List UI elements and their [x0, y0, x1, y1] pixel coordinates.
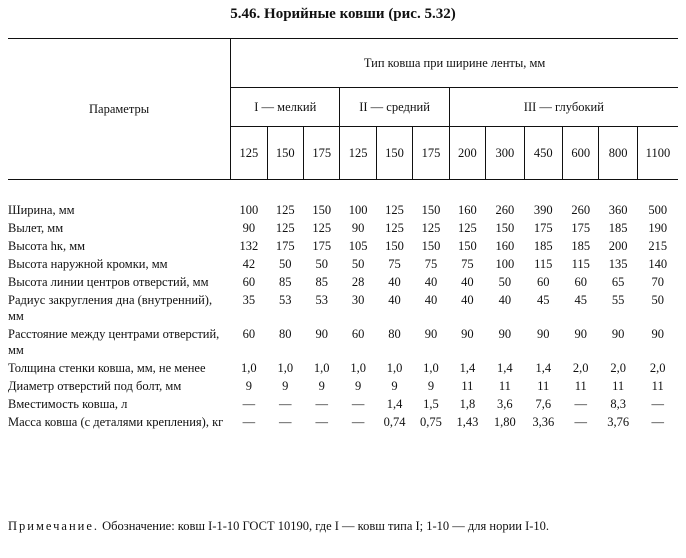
- row-label: Высота hк, мм: [8, 239, 86, 253]
- table-cell: 150: [312, 203, 332, 217]
- table-cell: 125: [385, 221, 404, 235]
- table-cell: —: [351, 415, 365, 429]
- table-cell: 160: [458, 203, 477, 217]
- table-cell: 90: [315, 327, 328, 341]
- table-row: [8, 238, 678, 256]
- table-cell: 175: [275, 239, 295, 253]
- table-cell: —: [242, 397, 256, 411]
- table-cell: 1,0: [386, 361, 403, 375]
- width-header: 150: [376, 127, 412, 180]
- table-cell: 11: [612, 379, 625, 393]
- table-cell: 90: [537, 327, 550, 341]
- table-cell: 50: [315, 257, 328, 271]
- row-label: Радиус закругления дна (внутренний), мм: [8, 293, 213, 323]
- table-row: [8, 396, 678, 414]
- table-cell: 150: [385, 239, 404, 253]
- table-cell: 60: [351, 327, 365, 341]
- width-header: 1100: [637, 127, 678, 180]
- table-cell: 53: [315, 293, 328, 307]
- table-cell: 40: [388, 275, 401, 289]
- table-cell: 50: [498, 275, 512, 289]
- table-cell: 85: [279, 275, 292, 289]
- table-cell: 175: [533, 221, 553, 235]
- table-cell: —: [651, 415, 664, 429]
- table-cell: 150: [458, 239, 477, 253]
- table-cell: 185: [571, 239, 591, 253]
- table-row: [8, 326, 678, 360]
- table-cell: 135: [608, 257, 628, 271]
- width-header: 600: [563, 127, 599, 180]
- table-cell: 40: [498, 293, 512, 307]
- table-cell: 125: [275, 203, 295, 217]
- table-cell: 9: [318, 379, 325, 393]
- row-label: Высота наружной кромки, мм: [8, 257, 168, 271]
- note: [8, 518, 678, 534]
- table-cell: 1,4: [459, 361, 476, 375]
- group-header: I — мелкий: [231, 88, 340, 127]
- row-label: Вместимость ковша, л: [8, 397, 128, 411]
- type-header: Тип ковша при ширине ленты, мм: [231, 39, 678, 88]
- table-cell: 185: [608, 221, 628, 235]
- table-cell: 132: [239, 239, 259, 253]
- row-label: Толщина стенки ковша, мм, не менее: [8, 361, 206, 375]
- width-header: 175: [413, 127, 449, 180]
- table-cell: 90: [651, 327, 664, 341]
- row-label: Ширина, мм: [8, 203, 75, 217]
- table-cell: 75: [388, 257, 401, 271]
- table-cell: 40: [461, 275, 474, 289]
- table-cell: 65: [611, 275, 625, 289]
- table-cell: 175: [312, 239, 332, 253]
- row-label: Диаметр отверстий под болт, мм: [8, 379, 182, 393]
- table-cell: 360: [608, 203, 628, 217]
- table-row: [8, 220, 678, 238]
- table-cell: 11: [574, 379, 587, 393]
- table-cell: 28: [351, 275, 365, 289]
- table-cell: 125: [312, 221, 332, 235]
- table-row: [8, 274, 678, 292]
- table-cell: 60: [242, 275, 256, 289]
- table-cell: 40: [424, 293, 438, 307]
- table-cell: 125: [421, 221, 441, 235]
- table-cell: 215: [648, 239, 668, 253]
- table-cell: 1,0: [313, 361, 330, 375]
- width-header: 125: [340, 127, 376, 180]
- table-cell: 11: [461, 379, 474, 393]
- table-cell: 8,3: [610, 397, 626, 411]
- table-row: [8, 414, 678, 432]
- table-cell: 90: [611, 327, 625, 341]
- table-body: [8, 180, 678, 433]
- width-header: 125: [231, 127, 267, 180]
- table-cell: 80: [279, 327, 292, 341]
- table-cell: 3,76: [607, 415, 630, 429]
- table-cell: 390: [533, 203, 553, 217]
- table-cell: 1,43: [456, 415, 479, 429]
- table-cell: —: [351, 397, 365, 411]
- table-cell: —: [574, 415, 587, 429]
- table-cell: 115: [534, 257, 553, 271]
- table-cell: 105: [348, 239, 368, 253]
- table-cell: 100: [239, 203, 259, 217]
- table-cell: 160: [495, 239, 515, 253]
- table-cell: 1,80: [493, 415, 516, 429]
- table-cell: 1,5: [423, 397, 439, 411]
- table-cell: 60: [242, 327, 256, 341]
- width-header: 800: [599, 127, 637, 180]
- width-header: 450: [524, 127, 562, 180]
- table-cell: 3,6: [497, 397, 513, 411]
- table-header: [8, 39, 678, 180]
- table-cell: 1,0: [277, 361, 294, 375]
- table-cell: 40: [388, 293, 401, 307]
- table-cell: —: [315, 397, 328, 411]
- table-cell: 45: [537, 293, 550, 307]
- table-cell: 9: [427, 379, 435, 393]
- table-cell: 1,0: [423, 361, 439, 375]
- table-cell: —: [315, 415, 328, 429]
- table-cell: 0,74: [383, 415, 406, 429]
- note-text: Обозначение: ковш I-1-10 ГОСТ 10190, где I — ковш типа I; 1-10 — для нории I-10.: [102, 519, 550, 533]
- table-cell: 150: [421, 239, 441, 253]
- table-cell: 60: [574, 275, 587, 289]
- table-cell: 100: [495, 257, 515, 271]
- group-header: II — средний: [340, 88, 449, 127]
- table-cell: —: [574, 397, 587, 411]
- table-cell: 35: [242, 293, 256, 307]
- group-header: III — глубокий: [449, 88, 678, 127]
- table-cell: 2,0: [610, 361, 626, 375]
- table-cell: 80: [388, 327, 401, 341]
- table-cell: 60: [537, 275, 550, 289]
- table-row: [8, 360, 678, 378]
- row-label: Вылет, мм: [8, 221, 64, 235]
- width-header: 300: [486, 127, 524, 180]
- row-label: Масса ковша (с деталями крепления), кг: [8, 415, 224, 429]
- table-cell: 9: [245, 379, 252, 393]
- table-cell: 9: [355, 379, 362, 393]
- table-cell: 11: [537, 379, 550, 393]
- table-cell: 9: [282, 379, 289, 393]
- width-header: 200: [449, 127, 485, 180]
- table-cell: 1,4: [386, 397, 403, 411]
- table-cell: 90: [574, 327, 587, 341]
- table-cell: 50: [279, 257, 292, 271]
- params-header: Параметры: [8, 39, 231, 180]
- table-cell: 9: [391, 379, 398, 393]
- table-cell: 90: [351, 221, 365, 235]
- table-cell: 3,36: [532, 415, 555, 429]
- row-label: Высота линии центров отверстий, мм: [8, 275, 209, 289]
- table-cell: —: [279, 415, 292, 429]
- note-lead: Примечание.: [8, 519, 100, 533]
- table-cell: 30: [351, 293, 365, 307]
- table-cell: —: [279, 397, 292, 411]
- table-cell: 90: [424, 327, 438, 341]
- table-cell: 150: [495, 221, 515, 235]
- table-cell: —: [651, 397, 664, 411]
- table-cell: 50: [351, 257, 365, 271]
- table-cell: 0,75: [420, 415, 442, 429]
- table-cell: 2,0: [649, 361, 666, 375]
- table-cell: 260: [571, 203, 591, 217]
- table-cell: 75: [424, 257, 438, 271]
- table-row: [8, 202, 678, 220]
- table-cell: —: [242, 415, 256, 429]
- table-cell: 1,4: [535, 361, 552, 375]
- table-cell: 53: [279, 293, 292, 307]
- table-row: [8, 292, 678, 326]
- table-row: [8, 378, 678, 396]
- row-label: Расстояние между центрами отверстий, мм: [8, 327, 220, 357]
- table-cell: 125: [385, 203, 404, 217]
- table-cell: 150: [421, 203, 441, 217]
- table-row: [8, 256, 678, 274]
- table-cell: 75: [461, 257, 474, 271]
- table-cell: 190: [648, 221, 668, 235]
- table-cell: 1,8: [459, 397, 476, 411]
- table-cell: 2,0: [572, 361, 589, 375]
- table-cell: 40: [461, 293, 474, 307]
- table-cell: 90: [461, 327, 474, 341]
- table-cell: 90: [242, 221, 256, 235]
- table-cell: 1,0: [241, 361, 257, 375]
- table-cell: 50: [651, 293, 664, 307]
- table-cell: 100: [348, 203, 368, 217]
- table-cell: 40: [424, 275, 438, 289]
- width-header: 175: [304, 127, 340, 180]
- table-cell: 11: [498, 379, 511, 393]
- table-cell: 260: [495, 203, 515, 217]
- table-cell: 85: [315, 275, 328, 289]
- table-cell: 45: [574, 293, 587, 307]
- table-cell: 7,6: [535, 397, 552, 411]
- table-cell: 1,4: [497, 361, 513, 375]
- table-cell: 90: [498, 327, 512, 341]
- table-cell: 1,0: [350, 361, 366, 375]
- table-cell: 42: [242, 257, 256, 271]
- table-cell: 175: [571, 221, 591, 235]
- table-cell: 125: [275, 221, 295, 235]
- table-title: 5.46. Норийные ковши (рис. 5.32): [230, 6, 456, 22]
- table-cell: 140: [648, 257, 668, 271]
- table-cell: 55: [611, 293, 625, 307]
- buckets-table: [8, 38, 678, 432]
- table-cell: 70: [651, 275, 664, 289]
- table-cell: 185: [533, 239, 553, 253]
- table-cell: 11: [651, 379, 664, 393]
- table-cell: 200: [608, 239, 628, 253]
- table-cell: 500: [648, 203, 668, 217]
- table-cell: 115: [571, 257, 590, 271]
- table-cell: 125: [458, 221, 477, 235]
- width-header: 150: [267, 127, 303, 180]
